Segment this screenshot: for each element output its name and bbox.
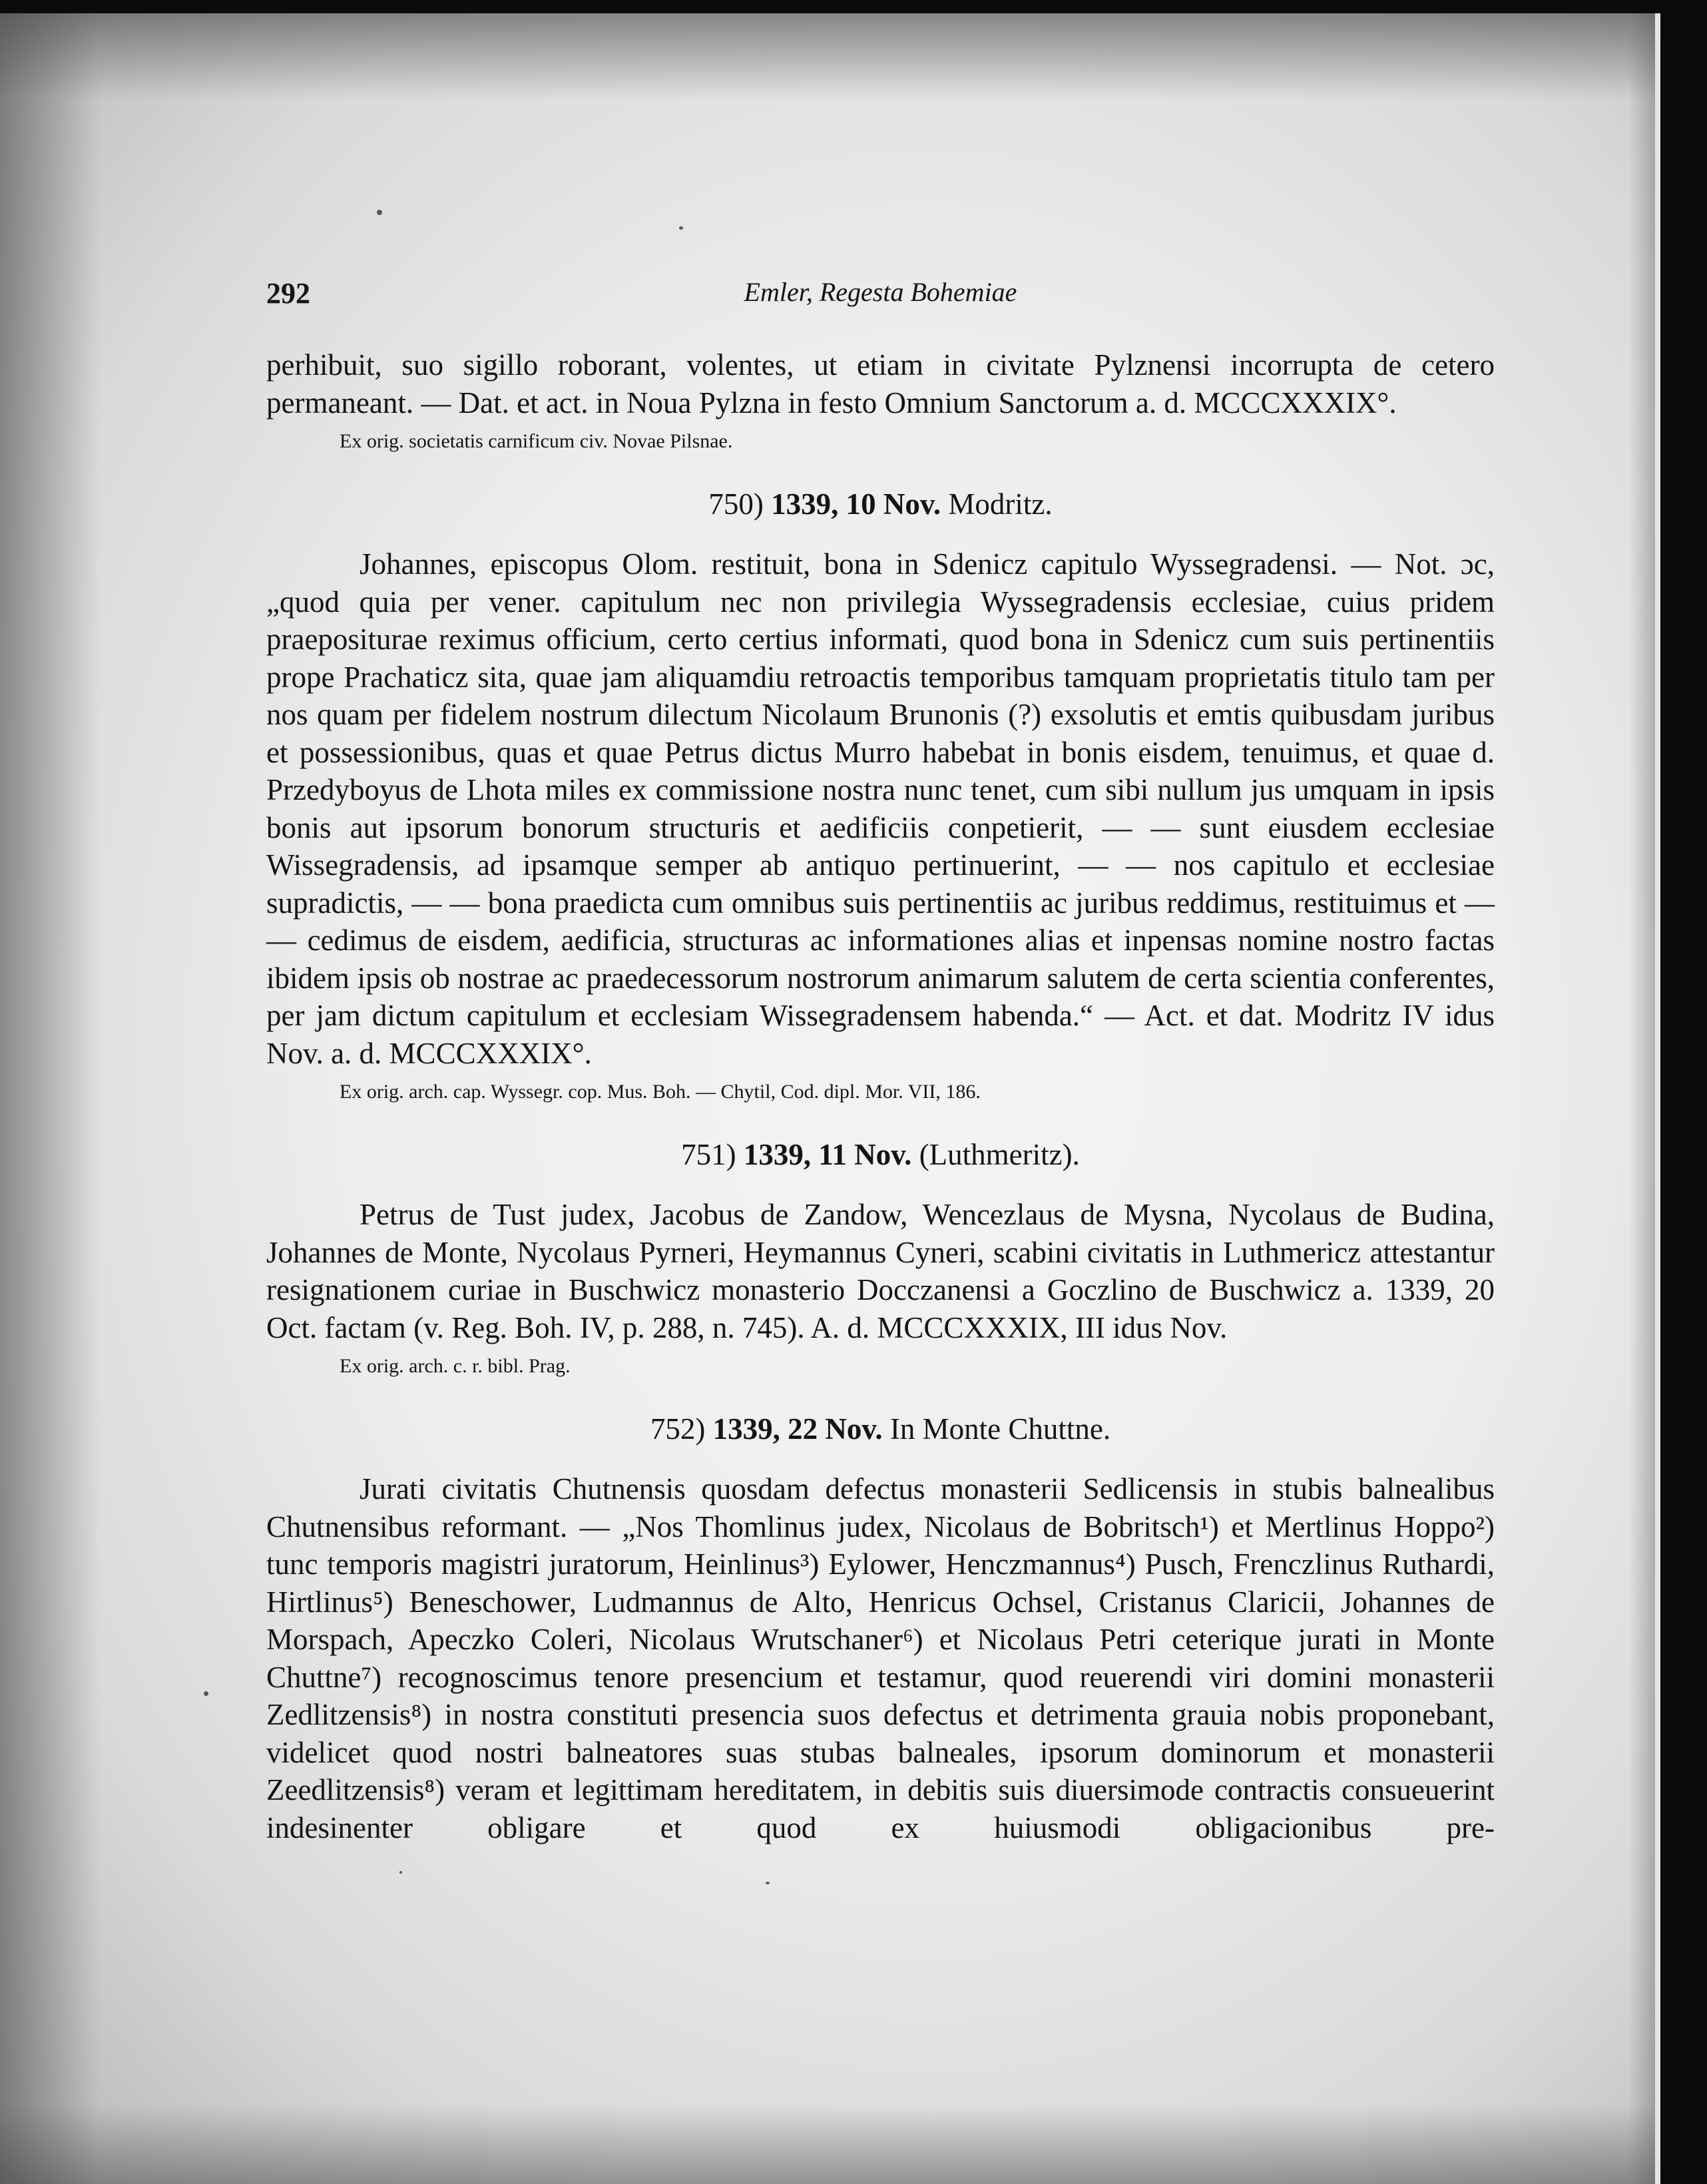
bottom-edge-shadow xyxy=(0,2104,1655,2184)
entry-text: Jurati civitatis Chutnensis quosdam defectus monasterii Sedlicensis in stubis balnealibus Chutnensibus reformant. — „Nos Thomlinus judex, Nicolaus de Bobritsch¹) et Mertlinus Hoppo²) tunc temporis magistri juratorum, Heinlinus³) Eylower, Henczmannus⁴) Pusch, Frenczlinus Ruthardi, Hirtlinus⁵) Beneschower, Ludmannus de Alto, Henricus Ochsel, Cristanus Claricii, Johannes de Morspach, Apeczko Coleri, Nicolaus Wrutschaner⁶) et Nicolaus Petri ceterique jurati in Monte Chuttne⁷) recognoscimus tenore presencium et testamur, quod reuerendi viri domini monasterii Zedlitzensis⁸) in nostra constituti presencia suos defectus et detrimenta grauia nobis proponebant, videlicet quod nostri balneatores suas stubas balneales, ipsorum dominorum et monasterii Zeedlitzensis⁸) veram et legittimam hereditatem, in debitis suis diuersimode contractis consueuerint indesinenter obligare et quod ex huiusmodi obligacionibus pre- xyxy=(266,1472,1495,1844)
entry-heading xyxy=(266,1136,1495,1173)
running-title: Emler, Regesta Bohemiae xyxy=(744,277,1017,307)
entry-heading xyxy=(266,1410,1495,1448)
page-edge xyxy=(1655,13,1660,2184)
entry-text: Petrus de Tust judex, Jacobus de Zandow, Wencezlaus de Mysna, Nycolaus de Budina, Johannes de Monte, Nycolaus Pyrneri, Heymannus Cyneri, scabini civitatis in Luthmericz attestantur resignationem curiae in Buschwicz monasterio Docczanensi a Goczlino de Buschwicz a. 1339, 20 Oct. factam (v. Reg. Boh. IV, p. 288, n. 745). A. d. MCCCXXXIX, III idus Nov. xyxy=(266,1198,1495,1344)
dust-speck xyxy=(766,1882,770,1884)
left-edge-shadow xyxy=(0,13,100,2184)
scanned-page xyxy=(0,13,1655,2184)
entry-source: Ex orig. arch. c. r. bibl. Prag. xyxy=(340,1355,571,1377)
entry-number: 750) xyxy=(708,487,764,521)
entry-date: 1339, 11 Nov. xyxy=(743,1138,912,1171)
entry-place: (Luthmeritz). xyxy=(919,1138,1080,1171)
page-number: 292 xyxy=(266,277,310,310)
top-edge-shadow xyxy=(0,13,1655,100)
entry-place: In Monte Chuttne. xyxy=(889,1412,1111,1446)
entry-text: Johannes, episcopus Olom. restituit, bona in Sdenicz capitulo Wyssegradensi. — Not. ɔc, „quod quia per vener. capitulum nec non privilegia Wyssegradensis ecclesiae, cuius pridem praepositurae reximus officium, certo certius informati, quod bona in Sdenicz cum suis pertinentiis prope Prachaticz sita, quae jam aliquamdiu retroactis temporibus tamquam proprietatis titulo tam per nos quam per fidelem nostrum dilectum Nicolaum Brunonis (?) exsolutis et emtis quibusdam juribus et possessionibus, quas et quae Petrus dictus Murro habebat in bonis eisdem, tenuimus, et quae d. Przedyboyus de Lhota miles ex commissione nostra nunc tenet, cum sibi nullum jus umquam in ipsis bonis aut ipsorum bonorum structuris et aedificiis conpetierit, — — sunt eiusdem ecclesiae Wissegradensis, ad ipsamque semper ab antiquo pertinuerint, — — nos capitulo et ecclesiae supradictis, — — bona praedicta cum omnibus suis pertinentiis ac juribus reddimus, restituimus et — — cedimus de eisdem, aedificia, structuras ac informationes alias et inpensas nomine nostro factas ibidem ipsis ob nostrae ac praedecessorum nostrorum animarum salutem de certa scientia conferentes, per jam dictum capitulum et ecclesiam Wissegradensem habenda.“ — Act. et dat. Modritz IV idus Nov. a. d. MCCCXXXIX°. xyxy=(266,547,1495,1070)
entry-751 xyxy=(266,1136,1495,1380)
entry-752 xyxy=(266,1410,1495,1846)
continuation-source: Ex orig. societatis carnificum civ. Novae Pilsnae. xyxy=(340,430,733,452)
dust-speck xyxy=(399,1871,402,1874)
entry-date: 1339, 10 Nov. xyxy=(771,487,941,521)
dust-speck xyxy=(204,1691,208,1696)
entry-date: 1339, 22 Nov. xyxy=(712,1412,883,1446)
dust-speck xyxy=(377,210,382,215)
entry-place: Modritz. xyxy=(948,487,1053,521)
entry-source: Ex orig. arch. cap. Wyssegr. cop. Mus. Boh. — Chytil, Cod. dipl. Mor. VII, 186. xyxy=(340,1081,981,1103)
running-head xyxy=(266,276,1495,316)
right-edge-shadow xyxy=(1628,13,1655,2184)
continuation-text: perhibuit, suo sigillo roborant, volentes, ut etiam in civitate Pylznensi incorrupta de cetero permaneant. — Dat. et act. in Noua Pylzna in festo Omnium Sanctorum a. d. MCCCXXXIX°. xyxy=(266,348,1495,419)
entry-number: 752) xyxy=(650,1412,706,1446)
text-body xyxy=(266,346,1495,1846)
entry-750 xyxy=(266,485,1495,1105)
entry-number: 751) xyxy=(681,1138,736,1171)
entry-heading xyxy=(266,485,1495,523)
dust-speck xyxy=(679,226,683,230)
